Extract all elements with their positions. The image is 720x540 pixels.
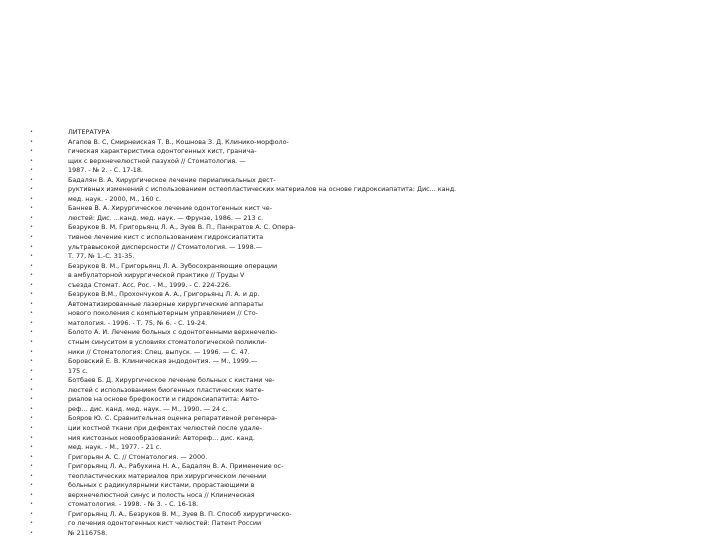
list-item: • люстей с использованием биогенных пластических мате- xyxy=(28,386,456,396)
list-item: • Григорьянц Л. А., Рабухина Н. А., Бадалян В. А. Применение ос- xyxy=(28,462,456,472)
list-item: • Безруков В.М., Прохончуков А. А., Григорьянц Л. А. и др. xyxy=(28,290,456,300)
list-item: • нового поколения с компьютерным управлением // Сто- xyxy=(28,309,456,319)
list-item: • руктивных изменений с использованием остеопластических материалов на основе гидроксиапатита: Дис... канд. xyxy=(28,185,456,195)
list-item: • Бояров Ю. С. Сравнительная оценка репаративной регенера- xyxy=(28,414,456,424)
list-heading: • ЛИТЕРАТУРА xyxy=(28,128,456,138)
list-item: • Безруков В. М, Григорьянц Л. А., Зуев В. П., Панкратов А. С. Оперa- xyxy=(28,223,456,233)
list-item: • в амбулаторной хирургической практике // Труды V xyxy=(28,271,456,281)
list-item: • теопластических материалов при хирургическом лечении xyxy=(28,472,456,482)
list-item: • ния кистозных новообразований: Автореф... дис. канд. xyxy=(28,434,456,444)
reference-list xyxy=(28,128,456,539)
list-item: • больных с радикулярными кистами, прорастающими в xyxy=(28,481,456,491)
list-item: • Автоматизированные лазерные хирургические аппараты xyxy=(28,300,456,310)
list-item: • Безруков В. М., Григорьянц Л. А. Зубосохраняющие операции xyxy=(28,262,456,272)
list-item: • риалов на основе брефокости и гидроксиапатита: Авто- xyxy=(28,395,456,405)
list-item: • ультравысокой дисперсности // Стоматология. — 1998.— xyxy=(28,243,456,253)
list-item: • Бадалян В. А. Хирургическое лечение периапикальных дест- xyxy=(28,176,456,186)
list-item: • мед. наук. - 2000, М., 160 с. xyxy=(28,195,456,205)
list-item: • матология. - 1996. - Т. 75, № 6. - С. 19-24. xyxy=(28,319,456,329)
list-item: • Болото А. И. Лечение больных с одонтогенными верхнечелю- xyxy=(28,328,456,338)
list-item: • № 2116758. xyxy=(28,529,456,539)
list-item: • ники // Стоматология: Спец. выпуск. — 1996. — С. 47. xyxy=(28,348,456,358)
list-item: • реф... дис. канд. мед. наук. — М., 1990. — 24 с. xyxy=(28,405,456,415)
list-item: • Агапов В. С, Смирнеиская Т. В., Кошнова З. Д. Клинико-морфоло- xyxy=(28,138,456,148)
list-item: • Григорьянц Л. А., Безруков В. М., Зуев В. П. Способ хирургическо- xyxy=(28,510,456,520)
list-item: • Баннев В. А. Хирургическое лечение одонтогенных кист че- xyxy=(28,204,456,214)
list-item: • мед. наук. - М., 1977. - 21 с. xyxy=(28,443,456,453)
list-item: • съезда Стомат. Асс. Рос. - М., 1999. - С. 224-226. xyxy=(28,281,456,291)
list-item: • стоматология. - 1998. - № 3. - С. 16-18. xyxy=(28,500,456,510)
list-item: • 175 с. xyxy=(28,367,456,377)
list-item: • ции костной ткани при дефектах челюстей после удале- xyxy=(28,424,456,434)
list-item: • стным синуситом в условиях стоматологической поликли- xyxy=(28,338,456,348)
list-item: • гическая характеристика одонтогенных кист, граничa- xyxy=(28,147,456,157)
list-item: • Т. 77, № 1.-С. 31-35. xyxy=(28,252,456,262)
list-item: • 1987. - № 2. - С. 17-18. xyxy=(28,166,456,176)
list-item: • го лечения одонтогенных кист челюстей: Патент России xyxy=(28,519,456,529)
list-item: • тивное лечение кист с использованием гидроксиапатита xyxy=(28,233,456,243)
list-item: • Григорьян А. С. // Стоматология. — 2000. xyxy=(28,453,456,463)
list-item: • Боровский Е. В. Клиническая эндодонтия. — М., 1999.— xyxy=(28,357,456,367)
list-item: • щих с верхнечелюстной пазухой // Стоматология. — xyxy=(28,157,456,167)
list-item: • Ботбаев Б. Д. Хирургическое лечение больных с кистами че- xyxy=(28,376,456,386)
list-item: • люстей: Дис. ...канд. мед. наук. — Фрунзе, 1986. — 213 с. xyxy=(28,214,456,224)
list-item: • верхнечелюстной синус и полость носа // Клиническая xyxy=(28,491,456,501)
